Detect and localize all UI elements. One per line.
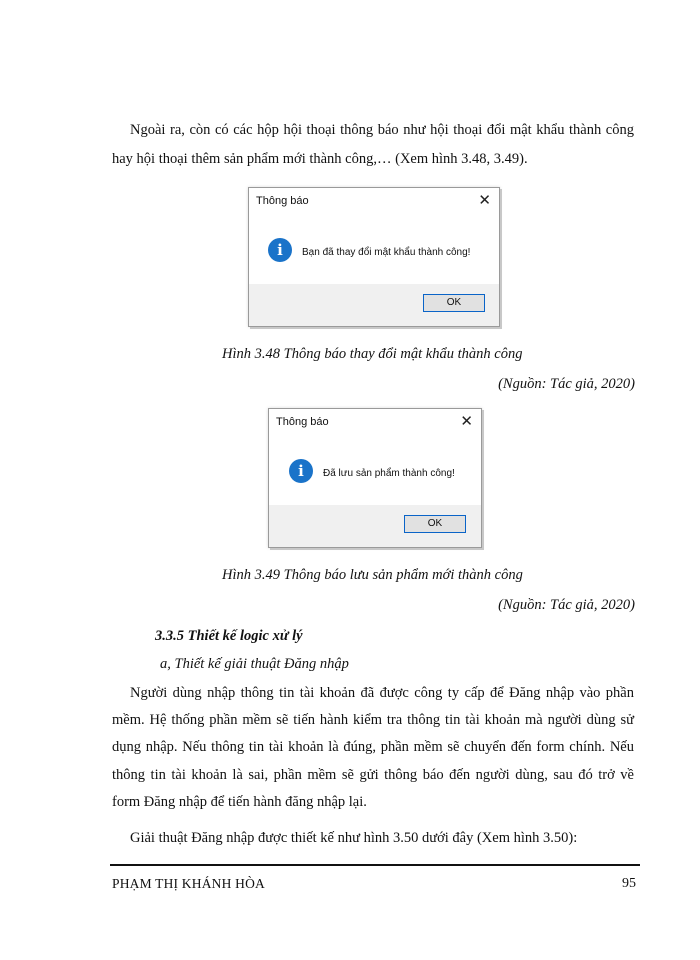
figure-caption-3-49: Hình 3.49 Thông báo lưu sản phẩm mới thành công: [222, 567, 523, 583]
ok-button[interactable]: OK: [404, 515, 466, 533]
dialog-message: Bạn đã thay đổi mật khẩu thành công!: [302, 247, 471, 258]
info-icon: i: [289, 459, 313, 483]
close-icon[interactable]: ✕: [460, 413, 473, 430]
body-line-3: dụng nhập. Nếu thông tin tài khoản là đúng, phần mềm sẽ chuyển đến form chính. Nếu: [112, 739, 634, 755]
info-icon: i: [268, 238, 292, 262]
dialog-title: Thông báo: [256, 195, 309, 207]
section-heading: 3.3.5 Thiết kế logic xử lý: [155, 628, 303, 644]
dialog-message: Đã lưu sản phẩm thành công!: [323, 468, 455, 479]
subsection-heading: a, Thiết kế giải thuật Đăng nhập: [160, 656, 349, 672]
body-line-6: Giải thuật Đăng nhập được thiết kế như hình 3.50 dưới đây (Xem hình 3.50):: [130, 830, 578, 846]
footer-author: PHẠM THỊ KHÁNH HÒA: [112, 876, 265, 891]
body-line-1: Người dùng nhập thông tin tài khoản đã được công ty cấp để Đăng nhập vào phần: [130, 685, 634, 701]
footer-divider: [110, 864, 640, 866]
figure-source-3-49: (Nguồn: Tác giả, 2020): [498, 597, 635, 613]
page-number: 95: [622, 876, 636, 891]
figure-caption-3-48: Hình 3.48 Thông báo thay đổi mật khẩu thành công: [222, 346, 523, 362]
dialog-footer: [269, 505, 481, 547]
password-changed-dialog: [248, 187, 500, 327]
figure-source-3-48: (Nguồn: Tác giả, 2020): [498, 376, 635, 392]
dialog-title: Thông báo: [276, 416, 329, 428]
body-line-5: form Đăng nhập để tiến hành đăng nhập lại.: [112, 794, 367, 810]
close-icon[interactable]: ✕: [478, 192, 491, 209]
body-line-4: thông tin tài khoản là sai, phần mềm sẽ gửi thông báo đến người dùng, sau đó trở về: [112, 767, 634, 783]
intro-line-2: hay hội thoại thêm sản phẩm mới thành công,… (Xem hình 3.48, 3.49).: [112, 151, 528, 167]
ok-button[interactable]: OK: [423, 294, 485, 312]
body-line-2: mềm. Hệ thống phần mềm sẽ tiến hành kiểm tra thông tin tài khoản mà người dùng sử: [112, 712, 634, 728]
product-saved-dialog: [268, 408, 482, 548]
dialog-footer: [249, 284, 499, 326]
intro-line-1: Ngoài ra, còn có các hộp hội thoại thông báo như hội thoại đổi mật khẩu thành công: [130, 122, 634, 138]
